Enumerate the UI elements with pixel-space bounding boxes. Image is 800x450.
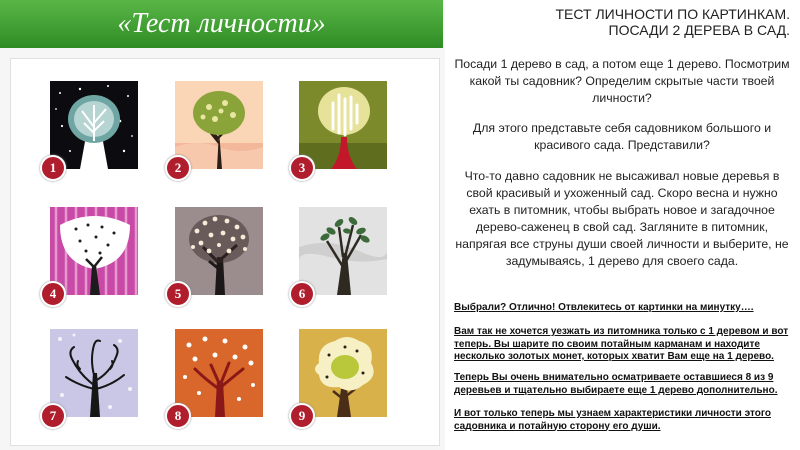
intro-paragraph: Посади 1 дерево в сад, а потом еще 1 дерево. Посмотрим какой ты садовник? Определим скрытые части твоей личности? xyxy=(454,57,790,105)
tile-number-badge: 8 xyxy=(165,403,191,429)
tree-5-icon xyxy=(175,207,263,295)
tree-tile-1[interactable] xyxy=(49,81,138,175)
tree-tile-8[interactable] xyxy=(174,329,263,423)
tree-tile-9[interactable] xyxy=(298,329,387,423)
tree-tile-3[interactable] xyxy=(298,81,387,175)
tile-number-badge: 1 xyxy=(40,155,66,181)
title-line-2: ПОСАДИ 2 ДЕРЕВА В САД. xyxy=(608,22,790,38)
tree-2-icon xyxy=(175,81,263,169)
tree-8-icon xyxy=(175,329,263,417)
note-2: Вам так не хочется уезжать из питомника только с 1 деревом и вот теперь. Вы шарите по своим потайным карманам и находите несколько золотых монет, которых хватит Вам еще на 1 дерево. xyxy=(454,326,789,362)
imagine-paragraph: Для этого представьте себя садовником большого и красивого сада. Представили? xyxy=(472,121,772,152)
tree-tile-4[interactable] xyxy=(49,207,138,301)
page-title xyxy=(450,6,790,38)
tree-tile-2[interactable] xyxy=(174,81,263,175)
tree-grid-card xyxy=(10,58,440,446)
banner-title: «Тест личности» xyxy=(117,8,326,39)
tile-number-badge: 9 xyxy=(289,403,315,429)
tree-tile-5[interactable] xyxy=(174,207,263,301)
tree-7-icon xyxy=(50,329,138,417)
tile-number-badge: 5 xyxy=(165,281,191,307)
tree-9-icon xyxy=(299,329,387,417)
banner xyxy=(0,0,443,48)
tree-4-icon xyxy=(50,207,138,295)
tree-tile-7[interactable] xyxy=(49,329,138,423)
tree-1-icon xyxy=(50,81,138,169)
tile-number-badge: 6 xyxy=(289,281,315,307)
note-3: Теперь Вы очень внимательно осматриваете оставшиеся 8 из 9 деревьев и тщательно выбираете еще 1 дерево дополнительно. xyxy=(454,372,778,396)
story-paragraph: Что-то давно садовник не высаживал новые деревья в свой красивый и ухоженный сад. Скоро весна и нужно ехать в питомник, чтобы выбрать новое и загадочное дерево-саженец в свой сад. Загляните в питомник, напрягая все струны души своей личности и выберите, не задумываясь, 1 дерево для своего сада. xyxy=(455,169,789,268)
note-4: И вот только теперь мы узнаем характеристики личности этого садовника и потайную сторону его души. xyxy=(454,408,771,432)
tile-number-badge: 2 xyxy=(165,155,191,181)
note-1: Выбрали? Отлично! Отвлекитесь от картинки на минутку…. xyxy=(454,302,754,313)
title-line-1: ТЕСТ ЛИЧНОСТИ ПО КАРТИНКАМ. xyxy=(555,6,790,22)
tile-number-badge: 4 xyxy=(40,281,66,307)
tree-6-icon xyxy=(299,207,387,295)
tile-number-badge: 7 xyxy=(40,403,66,429)
tile-number-badge: 3 xyxy=(289,155,315,181)
tree-tile-6[interactable] xyxy=(298,207,387,301)
tree-3-icon xyxy=(299,81,387,169)
